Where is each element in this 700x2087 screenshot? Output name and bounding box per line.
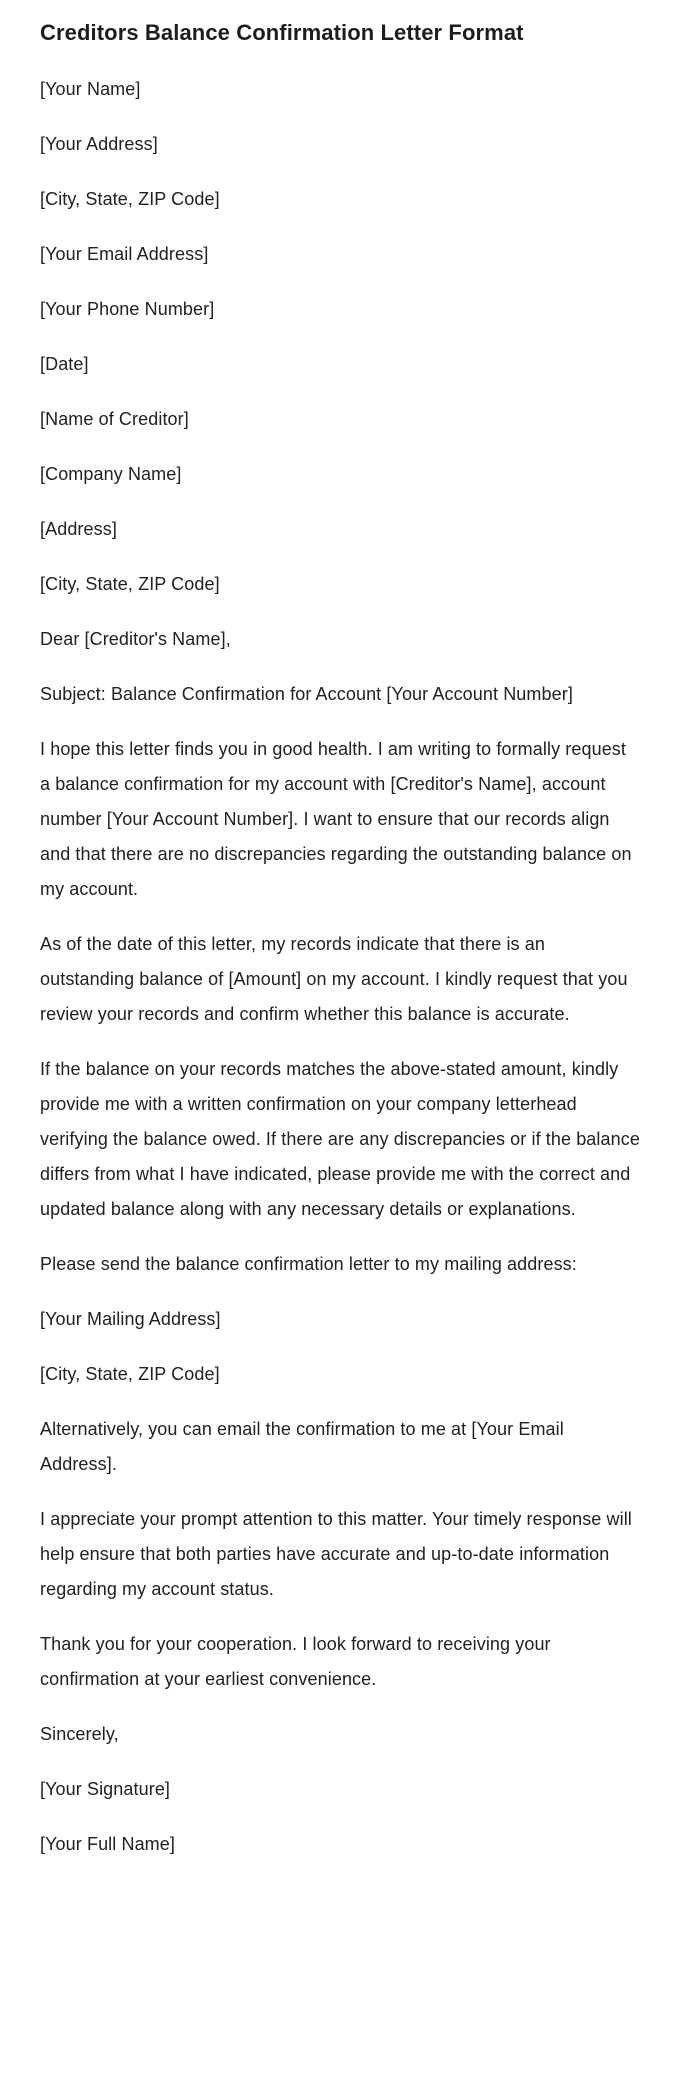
letter-paragraph: [Date] (40, 354, 89, 374)
letter-paragraph: Dear [Creditor's Name], (40, 629, 231, 649)
letter-paragraph: I hope this letter finds you in good health. I am writing to formally request a balance confirmation for my account with [Creditor's Name], account number [Your Account Number]. I want to ensure that our records align and that there are no discrepancies regarding the outstanding balance on my account. (40, 739, 632, 899)
letter-paragraph: Sincerely, (40, 1724, 119, 1744)
letter-paragraph: [Your Name] (40, 79, 141, 99)
letter-paragraph: [Name of Creditor] (40, 409, 189, 429)
letter-paragraph: [Address] (40, 519, 117, 539)
letter-paragraph: [Your Mailing Address] (40, 1309, 221, 1329)
letter-paragraph: [Your Email Address] (40, 244, 209, 264)
letter-paragraph: As of the date of this letter, my records indicate that there is an outstanding balance of [Amount] on my account. I kindly request that you review your records and confirm whether this balance is accurate. (40, 934, 628, 1024)
letter-paragraph: Alternatively, you can email the confirmation to me at [Your Email Address]. (40, 1419, 564, 1474)
letter-paragraph: [Company Name] (40, 464, 182, 484)
letter-paragraph: [Your Address] (40, 134, 158, 154)
letter-paragraph: Please send the balance confirmation letter to my mailing address: (40, 1254, 577, 1274)
letter-paragraph: [City, State, ZIP Code] (40, 189, 220, 209)
letter-paragraph: [Your Signature] (40, 1779, 171, 1799)
letter-paragraph: [Your Phone Number] (40, 299, 215, 319)
letter-paragraph: If the balance on your records matches the above-stated amount, kindly provide me with a written confirmation on your company letterhead verifying the balance owed. If there are any discrepancies or if the balance differs from what I have indicated, please provide me with the correct and updated balance along with any necessary details or explanations. (40, 1059, 640, 1219)
page-title: Creditors Balance Confirmation Letter Format (40, 20, 524, 45)
letter-paragraph: [City, State, ZIP Code] (40, 574, 220, 594)
letter-body (40, 72, 645, 1862)
letter-paragraph: [Your Full Name] (40, 1834, 175, 1854)
letter-paragraph: I appreciate your prompt attention to this matter. Your timely response will help ensure that both parties have accurate and up-to-date information regarding my account status. (40, 1509, 632, 1599)
letter-paragraph: Subject: Balance Confirmation for Account [Your Account Number] (40, 684, 573, 704)
letter-paragraph: Thank you for your cooperation. I look forward to receiving your confirmation at your earliest convenience. (40, 1634, 551, 1689)
letter-paragraph: [City, State, ZIP Code] (40, 1364, 220, 1384)
